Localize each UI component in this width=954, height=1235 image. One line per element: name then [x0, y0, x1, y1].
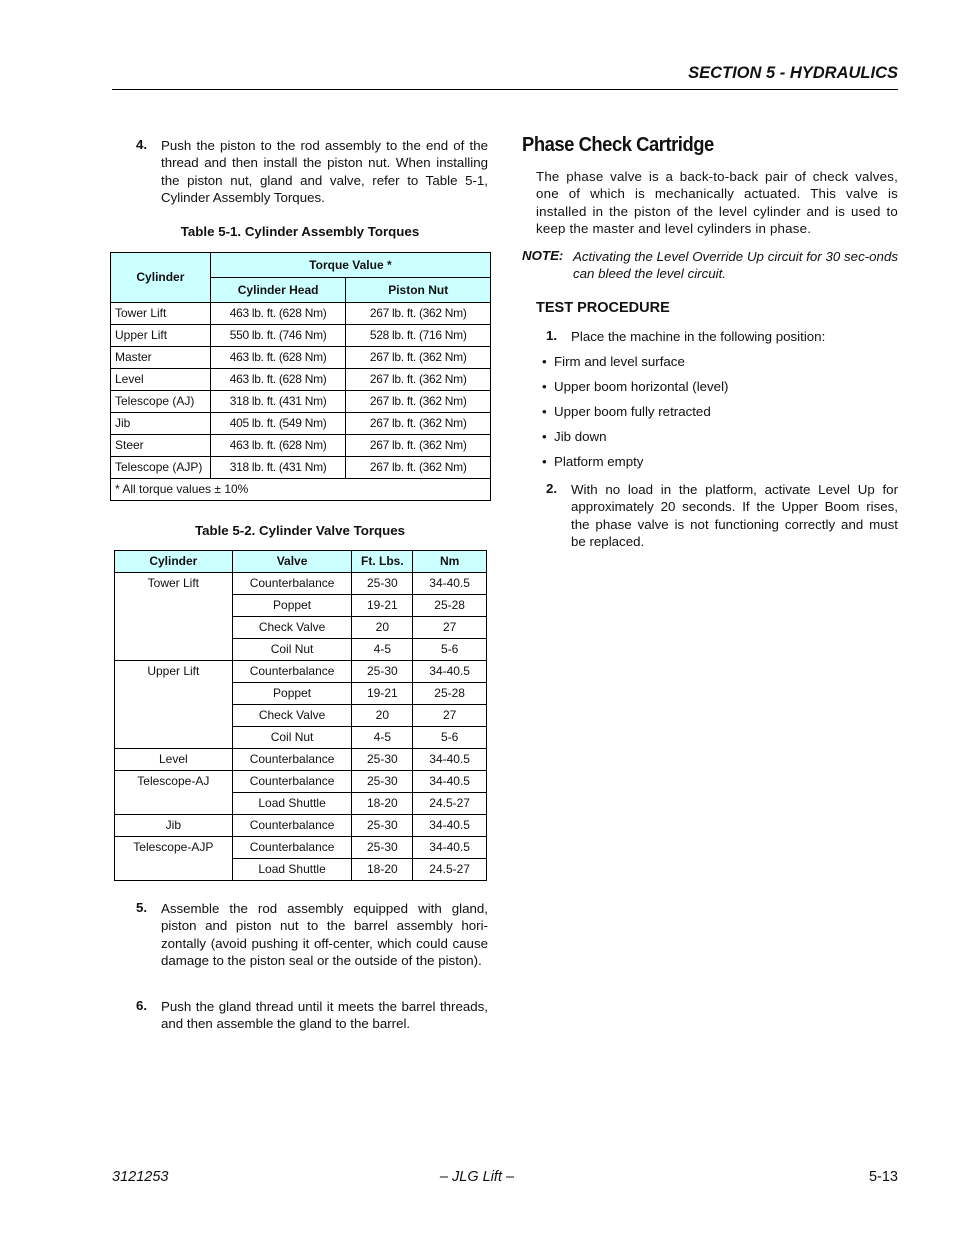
cell-valve: Counterbalance — [232, 837, 352, 859]
cell-nut: 267 lb. ft. (362 Nm) — [346, 435, 491, 457]
table-1-caption: Table 5-1. Cylinder Assembly Torques — [180, 224, 420, 239]
step-5-number: 5. — [136, 900, 148, 915]
cell-nut: 528 lb. ft. (716 Nm) — [346, 325, 491, 347]
table-row — [115, 749, 487, 771]
cell-valve: Load Shuttle — [232, 859, 352, 881]
cell-cylinder: Telescope-AJ — [115, 771, 233, 815]
cell-nm: 34-40.5 — [413, 771, 487, 793]
cell-ftlbs: 25-30 — [352, 815, 413, 837]
table-row — [111, 347, 491, 369]
cell-cylinder: Upper Lift — [115, 661, 233, 749]
table-row — [115, 573, 487, 595]
cell-valve: Counterbalance — [232, 771, 352, 793]
cell-head: 463 lb. ft. (628 Nm) — [210, 347, 346, 369]
header-rule — [112, 89, 898, 90]
step-4-text: Push the piston to the rod assembly to the end of the thread and then install the piston nut. When installing the piston nut, gland and valve, refer to Table 5-1, Cylinder Assembly Torques. — [161, 138, 488, 205]
cell-nm: 24.5-27 — [413, 793, 487, 815]
table-row — [111, 435, 491, 457]
cell-valve: Coil Nut — [232, 639, 352, 661]
list-item: • Platform empty — [542, 454, 644, 469]
cylinder-valve-torques-table — [114, 550, 487, 881]
list-item: • Jib down — [542, 429, 607, 444]
step-6-text: Push the gland thread until it meets the barrel threads, and then assemble the gland to the barrel. — [161, 999, 488, 1032]
cell-head: 463 lb. ft. (628 Nm) — [210, 369, 346, 391]
cell-nm: 5-6 — [413, 639, 487, 661]
cell-ftlbs: 18-20 — [352, 859, 413, 881]
table-row — [115, 815, 487, 837]
cell-nut: 267 lb. ft. (362 Nm) — [346, 391, 491, 413]
table-row — [111, 413, 491, 435]
cell-ftlbs: 25-30 — [352, 771, 413, 793]
cell-cylinder: Upper Lift — [111, 325, 211, 347]
cell-cylinder: Telescope (AJP) — [111, 457, 211, 479]
cell-valve: Counterbalance — [232, 815, 352, 837]
table-footnote: * All torque values ± 10% — [111, 479, 491, 501]
cell-valve: Check Valve — [232, 705, 352, 727]
cell-valve: Poppet — [232, 595, 352, 617]
note-label: NOTE: — [522, 248, 564, 263]
cell-ftlbs: 20 — [352, 705, 413, 727]
step-2-text: With no load in the platform, activate Level Up for approximately 20 seconds. If the Upper Boom rises, the phase valve is not functioning correctly and must be replaced. — [571, 482, 898, 549]
cell-head: 463 lb. ft. (628 Nm) — [210, 303, 346, 325]
list-item: • Upper boom fully retracted — [542, 404, 711, 419]
footer-doc-number: 3121253 — [112, 1169, 169, 1185]
cell-ftlbs: 25-30 — [352, 573, 413, 595]
cell-cylinder: Level — [115, 749, 233, 771]
cell-valve: Poppet — [232, 683, 352, 705]
table-row — [115, 661, 487, 683]
step-1-text: Place the machine in the following position: — [571, 329, 826, 344]
cell-nm: 34-40.5 — [413, 837, 487, 859]
cell-nm: 34-40.5 — [413, 573, 487, 595]
col-nut-header: Piston Nut — [346, 278, 491, 303]
cell-head: 463 lb. ft. (628 Nm) — [210, 435, 346, 457]
cell-nm: 27 — [413, 617, 487, 639]
note-text: Activating the Level Override Up circuit for 30 sec-onds can bleed the level circuit. — [573, 249, 898, 282]
step-5-text: Assemble the rod assembly equipped with gland, piston and piston nut to the barrel assembly hori-zontally (avoid pushing it off-center, which could cause damage to the piston seal or the outside of the piston). — [161, 901, 488, 968]
bullet-text: Platform empty — [554, 454, 644, 469]
col-valve-header: Valve — [232, 551, 352, 573]
cell-valve: Check Valve — [232, 617, 352, 639]
cell-head: 405 lb. ft. (549 Nm) — [210, 413, 346, 435]
cell-nut: 267 lb. ft. (362 Nm) — [346, 303, 491, 325]
col-cylinder-header: Cylinder — [115, 551, 233, 573]
cell-nm: 25-28 — [413, 595, 487, 617]
table-row — [115, 837, 487, 859]
bullet-text: Jib down — [554, 429, 607, 444]
col-torque-header: Torque Value * — [210, 253, 490, 278]
cell-valve: Counterbalance — [232, 661, 352, 683]
cell-ftlbs: 25-30 — [352, 749, 413, 771]
table-row — [111, 325, 491, 347]
intro-paragraph: The phase valve is a back-to-back pair of check valves, one of which is mechanically actuated. This valve is installed in the piston of the level cylinder and is used to keep the master and level cylinders in phase. — [536, 169, 898, 236]
cell-nut: 267 lb. ft. (362 Nm) — [346, 457, 491, 479]
footer-brand: – JLG Lift – — [439, 1169, 515, 1185]
cell-valve: Counterbalance — [232, 749, 352, 771]
cell-ftlbs: 18-20 — [352, 793, 413, 815]
cell-cylinder: Tower Lift — [111, 303, 211, 325]
list-item: • Upper boom horizontal (level) — [542, 379, 729, 394]
cell-ftlbs: 19-21 — [352, 595, 413, 617]
cell-nm: 24.5-27 — [413, 859, 487, 881]
cell-cylinder: Steer — [111, 435, 211, 457]
table-row — [111, 303, 491, 325]
page-title: Phase Check Cartridge — [522, 134, 714, 156]
cell-valve: Coil Nut — [232, 727, 352, 749]
cell-nm: 34-40.5 — [413, 815, 487, 837]
cell-ftlbs: 19-21 — [352, 683, 413, 705]
table-row — [111, 457, 491, 479]
table-row — [111, 369, 491, 391]
cell-head: 318 lb. ft. (431 Nm) — [210, 457, 346, 479]
test-procedure-heading: TEST PROCEDURE — [536, 300, 670, 316]
cell-nut: 267 lb. ft. (362 Nm) — [346, 369, 491, 391]
cell-valve: Load Shuttle — [232, 793, 352, 815]
col-head-header: Cylinder Head — [210, 278, 346, 303]
col-nm-header: Nm — [413, 551, 487, 573]
section-header: SECTION 5 - HYDRAULICS — [688, 64, 898, 82]
table-row — [111, 391, 491, 413]
step-6-number: 6. — [136, 998, 148, 1013]
cell-nm: 34-40.5 — [413, 661, 487, 683]
table-2-caption: Table 5-2. Cylinder Valve Torques — [194, 523, 406, 538]
cell-valve: Counterbalance — [232, 573, 352, 595]
cell-cylinder: Master — [111, 347, 211, 369]
table-row — [115, 771, 487, 793]
cell-ftlbs: 4-5 — [352, 639, 413, 661]
cell-cylinder: Level — [111, 369, 211, 391]
cell-cylinder: Telescope-AJP — [115, 837, 233, 881]
cell-head: 318 lb. ft. (431 Nm) — [210, 391, 346, 413]
cell-nm: 25-28 — [413, 683, 487, 705]
list-item: • Firm and level surface — [542, 354, 685, 369]
bullet-text: Firm and level surface — [554, 354, 685, 369]
step-1-number: 1. — [546, 328, 558, 343]
cell-nm: 27 — [413, 705, 487, 727]
cell-cylinder: Tower Lift — [115, 573, 233, 661]
bullet-text: Upper boom fully retracted — [554, 404, 711, 419]
col-cylinder-header: Cylinder — [111, 253, 211, 303]
footer-page-number: 5-13 — [868, 1169, 898, 1185]
cell-cylinder: Telescope (AJ) — [111, 391, 211, 413]
cell-ftlbs: 20 — [352, 617, 413, 639]
cell-head: 550 lb. ft. (746 Nm) — [210, 325, 346, 347]
cell-ftlbs: 25-30 — [352, 837, 413, 859]
col-ftlbs-header: Ft. Lbs. — [352, 551, 413, 573]
cell-nut: 267 lb. ft. (362 Nm) — [346, 413, 491, 435]
bullet-text: Upper boom horizontal (level) — [554, 379, 729, 394]
step-4-number: 4. — [136, 137, 148, 152]
cell-nm: 5-6 — [413, 727, 487, 749]
cell-cylinder: Jib — [115, 815, 233, 837]
cell-ftlbs: 4-5 — [352, 727, 413, 749]
cell-nut: 267 lb. ft. (362 Nm) — [346, 347, 491, 369]
step-2-number: 2. — [546, 481, 558, 496]
cell-cylinder: Jib — [111, 413, 211, 435]
cell-nm: 34-40.5 — [413, 749, 487, 771]
cell-ftlbs: 25-30 — [352, 661, 413, 683]
cylinder-assembly-torques-table — [110, 252, 491, 501]
